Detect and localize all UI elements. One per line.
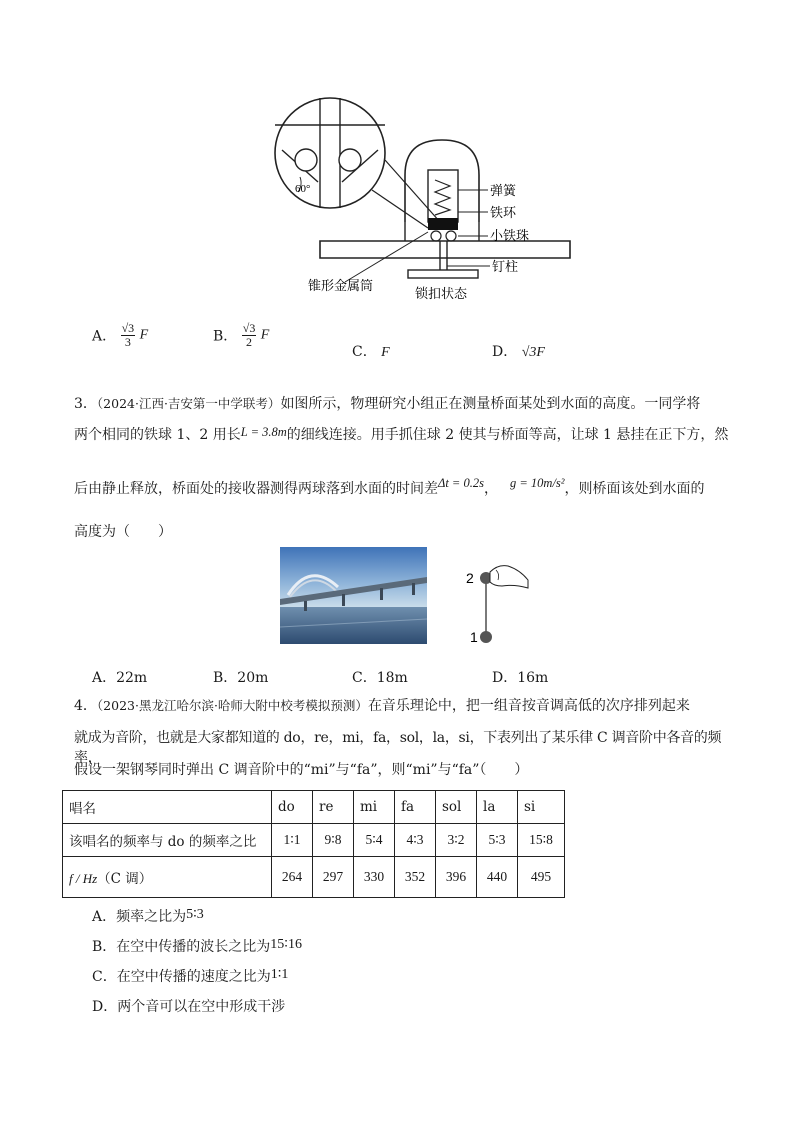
q4-line1: 4．（2023·黑龙江哈尔滨·哈师大附中校考模拟预测）在音乐理论中，把一组音按音调高低的次序排列起来 (74, 698, 690, 714)
q4-line3: 假设一架钢琴同时弹出 C 调音阶中的“mi”与“fa”，则“mi”与“fa”（ ） (74, 762, 529, 778)
table-cell: f / Hz（C 调） (63, 857, 272, 898)
q3-line2: 两个相同的铁球 1、2 用长L = 3.8m的细线连接。用手抓住球 2 使其与桥面等高，让球 1 悬挂在正下方，然 (74, 425, 729, 443)
label-small-beads: 小铁珠 (490, 229, 530, 244)
q3-option-d[interactable]: D．16m (492, 670, 549, 686)
label-spring: 弹簧 (490, 184, 517, 199)
angle-label: 60° (295, 183, 311, 195)
table-cell: 352 (395, 857, 436, 898)
q4-option-a[interactable]: A．频率之比为5∶3 (92, 907, 204, 925)
table-cell: 3∶2 (436, 824, 477, 857)
q3-line3: 后由静止释放，桥面处的接收器测得两球落到水面的时间差Δt = 0.2s， g = 10m/s²，则桥面该处到水面的 (74, 476, 705, 497)
q4-line2: 就成为音阶，也就是大家都知道的 do，re，mi，fa，sol，la，si，下表列出了某乐律 C 调音阶中各音的频率， (74, 730, 722, 766)
table-cell: 15∶8 (518, 824, 565, 857)
q4-option-b[interactable]: B．在空中传播的波长之比为15∶16 (92, 937, 302, 955)
table-cell: 297 (313, 857, 354, 898)
q3-line1: 3．（2024·江西·吉安第一中学联考）如图所示，物理研究小组正在测量桥面某处到水面的高度。一同学将 (74, 396, 701, 412)
table-header-cell: mi (354, 791, 395, 824)
table-cell: 1∶1 (272, 824, 313, 857)
q3-option-c[interactable]: C．18m (352, 670, 408, 686)
label-iron-ring: 铁环 (490, 206, 517, 221)
table-row (63, 857, 565, 898)
ball-2-label: 2 (466, 570, 474, 586)
q3-source: （2024·江西·吉安第一中学联考） (96, 396, 281, 411)
q2-option-b-letter: B． (213, 328, 238, 345)
table-cell: 4∶3 (395, 824, 436, 857)
q2-option-a-letter: A． (92, 328, 117, 345)
table-cell: 该唱名的频率与 do 的频率之比 (63, 824, 272, 857)
table-header-cell: sol (436, 791, 477, 824)
table-header-cell: re (313, 791, 354, 824)
q2-option-c[interactable] (352, 341, 390, 361)
q2-option-b-tail: F (260, 327, 270, 343)
q2-option-d-tail: √3F (521, 345, 545, 360)
table-header-cell: 唱名 (63, 791, 272, 824)
q2-option-a-fraction: $\frac{√3}{3}$ (121, 321, 135, 349)
q4-number: 4． (74, 698, 97, 714)
table-header-cell: fa (395, 791, 436, 824)
two-ball-sketch (462, 560, 532, 648)
q3-dt-value: Δt = 0.2s (438, 476, 484, 490)
table-cell: 440 (477, 857, 518, 898)
ball-1 (480, 631, 492, 643)
table-cell: 330 (354, 857, 395, 898)
q3-g-value: g = 10m/s² (509, 476, 565, 490)
table-cell: 264 (272, 857, 313, 898)
q2-option-b[interactable] (213, 322, 269, 349)
q3-length-value: L = 3.8m (240, 425, 287, 439)
table-header-cell: si (518, 791, 565, 824)
table-cell: 5∶4 (354, 824, 395, 857)
q4-option-c[interactable]: C．在空中传播的速度之比为1∶1 (92, 967, 289, 985)
iron-ring (428, 218, 458, 230)
label-nail-post: 钉柱 (492, 260, 519, 275)
label-lock-state: 锁扣状态 (415, 287, 468, 302)
q2-option-d-letter: D． (492, 344, 518, 360)
q4-option-d[interactable]: D．两个音可以在空中形成干涉 (92, 999, 286, 1015)
q3-line4: 高度为（ ） (74, 524, 172, 540)
q3-option-a[interactable]: A．22m (92, 670, 148, 686)
table-header-cell: la (477, 791, 518, 824)
table-cell: 495 (518, 857, 565, 898)
table-cell: 5∶3 (477, 824, 518, 857)
label-cone-tube: 锥形金属筒 (308, 279, 374, 294)
ball-1-label: 1 (470, 629, 478, 645)
lock-diagram (270, 95, 580, 310)
q3-number: 3． (74, 396, 97, 412)
table-row (63, 791, 565, 824)
table-row (63, 824, 565, 857)
q3-option-b[interactable]: B．20m (213, 670, 269, 686)
q2-option-d[interactable] (492, 341, 545, 361)
q2-option-b-fraction: $\frac{√3}{2}$ (242, 321, 256, 349)
table-cell: 396 (436, 857, 477, 898)
q4-source: （2023·黑龙江哈尔滨·哈师大附中校考模拟预测） (96, 698, 368, 713)
frequency-table (62, 790, 565, 898)
q2-option-a[interactable] (92, 322, 148, 349)
table-header-cell: do (272, 791, 313, 824)
table-cell: 9∶8 (313, 824, 354, 857)
q2-option-c-letter: C． (352, 344, 377, 360)
q2-option-c-tail: F (381, 345, 390, 360)
q2-option-a-tail: F (139, 327, 149, 343)
magnified-view-circle (275, 98, 385, 208)
bridge-photo (280, 547, 427, 644)
